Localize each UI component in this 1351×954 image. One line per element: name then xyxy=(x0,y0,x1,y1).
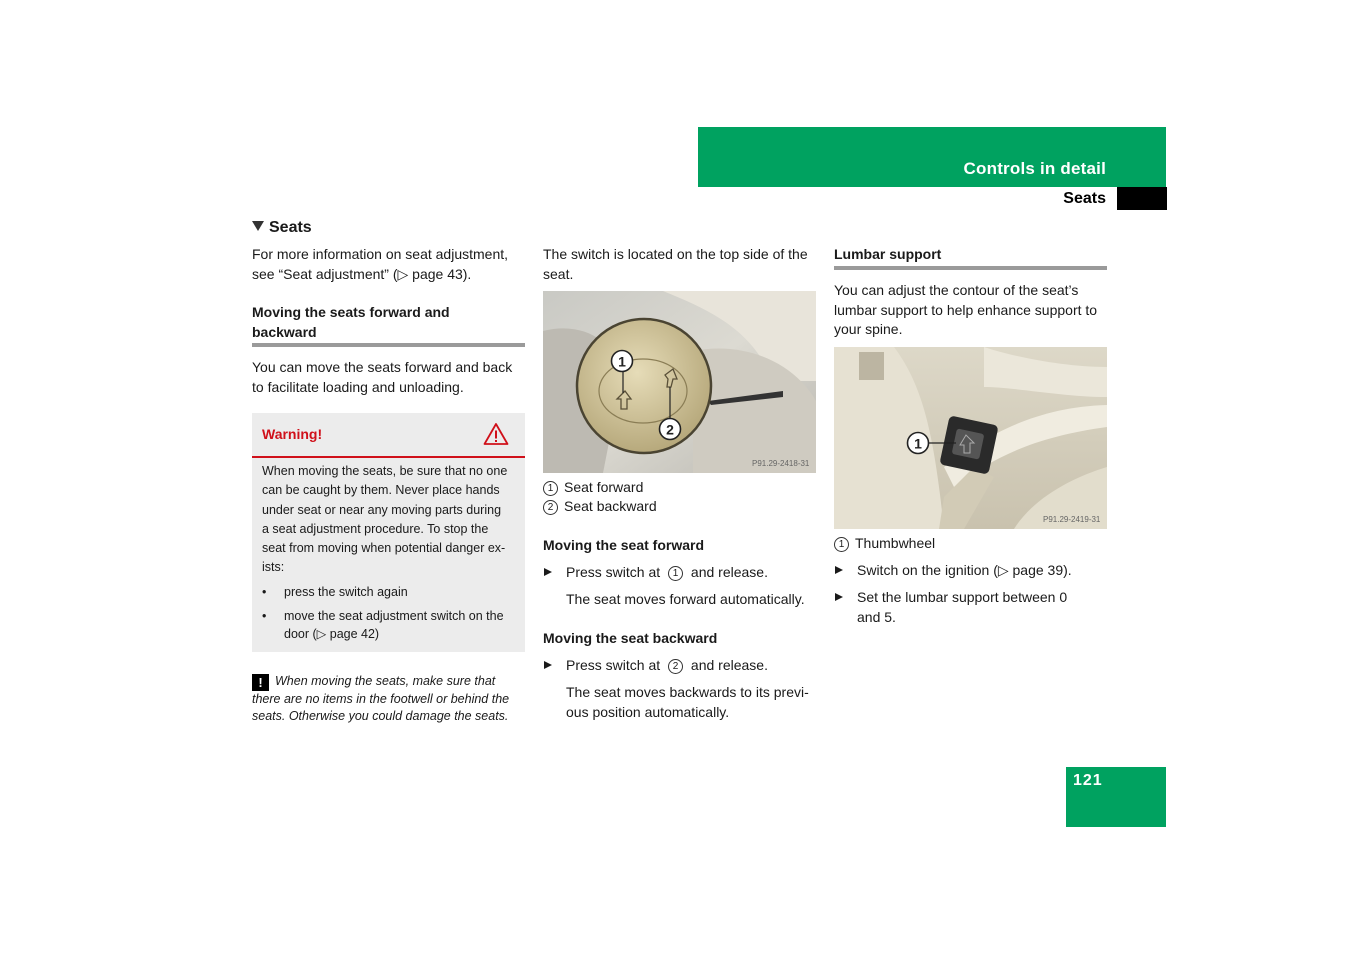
step-text: and 5. xyxy=(857,608,896,625)
step-ignition xyxy=(857,561,1117,581)
page-number: 121 xyxy=(1073,772,1103,789)
para-line: lumbar support to help enhance support to xyxy=(834,301,1098,318)
legend-text: Seat backward xyxy=(564,498,657,514)
heading-lumbar-support: Lumbar support xyxy=(834,246,942,262)
warning-body xyxy=(262,462,518,649)
step-result xyxy=(566,683,831,722)
step-result: The seat moves forward automatically. xyxy=(566,591,805,607)
moving-paragraph xyxy=(252,358,532,397)
warning-bullet xyxy=(262,583,518,601)
step-arrow-icon xyxy=(835,593,843,601)
svg-text:2: 2 xyxy=(666,421,674,438)
subheading-moving-seats xyxy=(252,303,532,342)
seat-switch-image xyxy=(543,291,816,473)
page-title xyxy=(252,219,312,237)
subheading-line: backward xyxy=(252,323,317,340)
warning-line: ists: xyxy=(262,560,285,575)
callout-number: 2 xyxy=(543,500,558,515)
warning-line: When moving the seats, be sure that no one xyxy=(262,464,508,478)
para-line: to facilitate loading and unloading. xyxy=(252,378,464,395)
step-arrow-icon xyxy=(544,661,552,669)
svg-text:1: 1 xyxy=(618,353,626,370)
lumbar-image xyxy=(834,347,1107,529)
callout-number: 1 xyxy=(543,481,558,496)
legend-item xyxy=(543,478,643,498)
bullet-line: door (▷ page 42) xyxy=(284,626,380,641)
intro-line: For more information on seat adjustment, xyxy=(252,246,509,262)
warning-line: a seat adjustment procedure. To stop the xyxy=(262,521,489,536)
callout-number: 2 xyxy=(668,659,683,674)
section-label: Seats xyxy=(1063,190,1106,207)
subheading-rule xyxy=(252,343,525,347)
switch-location-paragraph xyxy=(543,245,823,284)
step-lumbar-set xyxy=(857,588,1117,627)
warning-line: can be caught by them. Never place hands xyxy=(262,483,500,498)
lumbar-paragraph xyxy=(834,281,1114,340)
step-text: and release. xyxy=(687,564,768,580)
intro-paragraph xyxy=(252,245,532,284)
legend-text: Seat forward xyxy=(564,479,644,495)
section-tab xyxy=(1117,187,1167,210)
note-line: seats. Otherwise you could damage the seats. xyxy=(252,709,509,723)
step-arrow-icon xyxy=(544,568,552,576)
warning-triangle-icon xyxy=(483,422,509,451)
step-forward xyxy=(566,563,826,583)
result-line: ous position automatically. xyxy=(566,703,730,720)
warning-line: seat from moving when potential danger ex- xyxy=(262,541,506,556)
page-title-text: Seats xyxy=(269,219,312,236)
svg-text:1: 1 xyxy=(914,435,922,452)
warning-bullet-list xyxy=(262,583,518,643)
result-line: The seat moves backwards to its previ- xyxy=(566,684,809,700)
warning-divider xyxy=(252,456,525,458)
chapter-title: Controls in detail xyxy=(963,159,1106,178)
note-line: When moving the seats, make sure that xyxy=(275,674,496,688)
subheading-line: Moving the seats forward and xyxy=(252,304,450,320)
step-text: Set the lumbar support between 0 xyxy=(857,589,1068,605)
damage-note xyxy=(252,673,527,725)
bullet-line: • move the seat adjustment switch on the xyxy=(284,608,504,623)
para-line: You can adjust the contour of the seat’s xyxy=(834,282,1079,298)
step-text: Press switch at xyxy=(566,564,665,580)
exclamation-note-icon: ! xyxy=(252,674,269,691)
lumbar-rule xyxy=(834,266,1107,270)
bullet-line: • press the switch again xyxy=(284,584,408,599)
heading-seat-forward: Moving the seat forward xyxy=(543,537,705,553)
image-code: P91.29-2418-31 xyxy=(752,459,810,468)
note-line: there are no items in the footwell or behind the xyxy=(252,692,510,706)
para-line: The switch is located on the top side of the xyxy=(543,246,808,262)
para-line: your spine. xyxy=(834,321,903,337)
callout-number: 1 xyxy=(668,566,683,581)
section-triangle-icon xyxy=(252,221,264,231)
warning-line: under seat or near any moving parts during xyxy=(262,502,502,517)
step-arrow-icon xyxy=(835,566,843,574)
step-backward xyxy=(566,656,826,676)
legend-item xyxy=(543,497,657,517)
step-text: Switch on the ignition (▷ page 39). xyxy=(857,562,1072,578)
para-line: seat. xyxy=(543,265,574,282)
callout-number: 1 xyxy=(834,537,849,552)
step-text: and release. xyxy=(687,657,768,673)
heading-seat-backward: Moving the seat backward xyxy=(543,630,718,646)
legend-item xyxy=(834,534,935,554)
step-text: Press switch at xyxy=(566,657,665,673)
legend-text: Thumbwheel xyxy=(855,535,936,551)
warning-title: Warning! xyxy=(262,426,323,442)
para-line: You can move the seats forward and back xyxy=(252,359,513,375)
warning-bullet xyxy=(262,607,518,643)
image-code: P91.29-2419-31 xyxy=(1043,515,1101,524)
intro-line: see “Seat adjustment” (▷ page 43). xyxy=(252,265,472,282)
